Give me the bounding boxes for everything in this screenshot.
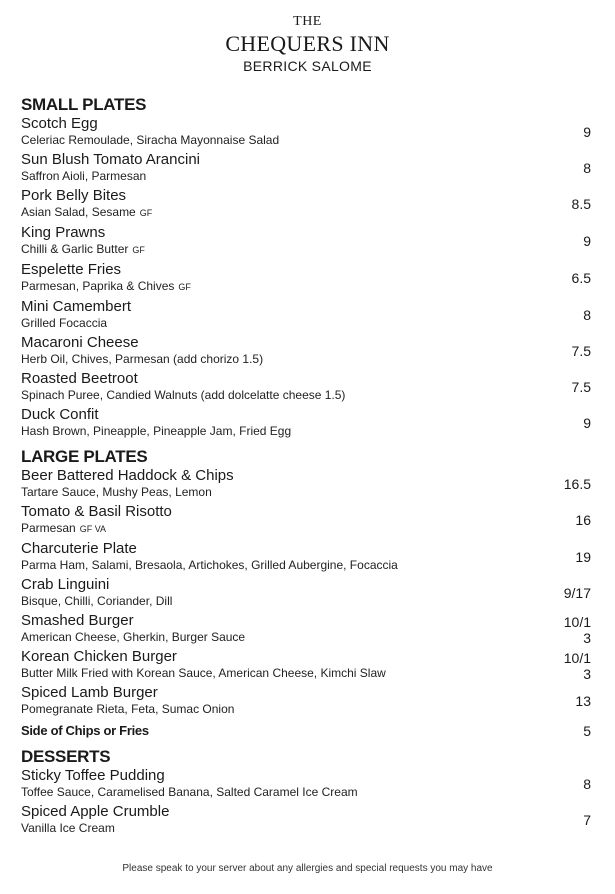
item-name: Spiced Apple Crumble (21, 803, 170, 820)
item-name: Duck Confit (21, 406, 99, 423)
item-description-text: Toffee Sauce, Caramelised Banana, Salted Caramel Ice Cream (21, 785, 358, 799)
item-description-text: Butter Milk Fried with Korean Sauce, American Cheese, Kimchi Slaw (21, 666, 386, 680)
item-description-text: Asian Salad, Sesame (21, 205, 136, 219)
item-description-text: Celeriac Remoulade, Siracha Mayonnaise Salad (21, 133, 280, 147)
restaurant-location: BERRICK SALOME (243, 58, 372, 74)
item-price: 13 (575, 692, 591, 709)
item-price: 6.5 (571, 270, 591, 286)
item-description (21, 784, 591, 800)
item-description (21, 387, 591, 403)
item-description-text: Spinach Puree, Candied Walnuts (add dolcelatte cheese 1.5) (21, 388, 346, 402)
item-description-text: Bisque, Chilli, Coriander, Dill (21, 594, 173, 608)
section-title: LARGE PLATES (21, 447, 148, 466)
item-description-text: Vanilla Ice Cream (21, 821, 115, 835)
item-description (21, 593, 591, 609)
item-name: Scotch Egg (21, 115, 98, 132)
item-name: Korean Chicken Burger (21, 648, 177, 665)
menu-item (21, 767, 591, 800)
menu-header (0, 13, 615, 75)
item-price: 7 (583, 811, 591, 828)
item-description-text: Hash Brown, Pineapple, Pineapple Jam, Fried Egg (21, 424, 292, 438)
item-price: 16.5 (563, 475, 591, 492)
menu-item (21, 684, 591, 717)
item-price: 9 (583, 233, 591, 249)
menu-item (21, 187, 591, 221)
menu-item (21, 576, 591, 609)
item-name: Espelette Fries (21, 261, 122, 278)
restaurant-name: CHEQUERS INN (225, 31, 390, 56)
menu-item (21, 467, 591, 500)
item-price: 10/1 3 (563, 650, 591, 682)
menu-item (21, 151, 591, 184)
item-price: 9 (583, 123, 591, 140)
side-item (21, 722, 591, 739)
menu-item (21, 540, 591, 573)
item-name: Tomato & Basil Risotto (21, 503, 172, 520)
menu-item (21, 261, 591, 295)
menu-item (21, 298, 591, 331)
item-name: King Prawns (21, 224, 106, 241)
item-name: Smashed Burger (21, 612, 134, 629)
menu-body (21, 95, 591, 836)
item-price: 7.5 (571, 378, 591, 395)
item-description (21, 820, 591, 836)
item-name: Pork Belly Bites (21, 187, 127, 204)
menu-item (21, 334, 591, 367)
item-name: Sticky Toffee Pudding (21, 767, 165, 784)
section-gap (21, 739, 591, 747)
item-price: 7.5 (571, 342, 591, 359)
item-price: 9/17 (563, 584, 591, 601)
item-description-text: Herb Oil, Chives, Parmesan (add chorizo 1.5) (21, 352, 264, 366)
item-description-text: Parmesan (21, 521, 76, 535)
item-description (21, 241, 591, 258)
allergy-note: Please speak to your server about any allergies and special requests you may have (122, 863, 493, 874)
item-description-text: Pomegranate Rieta, Feta, Sumac Onion (21, 702, 235, 716)
menu-item (21, 612, 591, 645)
header-the: THE (293, 14, 322, 29)
item-description-text: Grilled Focaccia (21, 316, 108, 330)
menu-item (21, 648, 591, 681)
dietary-tag: GF VA (79, 524, 107, 534)
item-description-text: Chilli & Garlic Butter (21, 242, 129, 256)
item-description (21, 315, 591, 331)
item-name: Beer Battered Haddock & Chips (21, 467, 234, 484)
item-name: Mini Camembert (21, 298, 132, 315)
item-description (21, 484, 591, 500)
item-description (21, 351, 591, 367)
item-name: Macaroni Cheese (21, 334, 139, 351)
dietary-tag: GF (132, 245, 145, 255)
item-price: 16 (575, 512, 591, 528)
section-title: SMALL PLATES (21, 95, 147, 114)
menu-item (21, 503, 591, 537)
menu-item (21, 406, 591, 439)
item-price: 19 (575, 548, 591, 565)
side-item-name: Side of Chips or Fries (21, 723, 149, 738)
section-title: DESSERTS (21, 747, 111, 766)
dietary-tag: GF (178, 282, 191, 292)
item-description-text: Parmesan, Paprika & Chives (21, 279, 175, 293)
item-name: Sun Blush Tomato Arancini (21, 151, 200, 168)
item-description (21, 278, 591, 295)
item-price: 9 (583, 414, 591, 431)
item-description (21, 557, 591, 573)
side-item-price: 5 (583, 722, 591, 739)
item-description-text: Parma Ham, Salami, Bresaola, Artichokes, Grilled Aubergine, Focaccia (21, 558, 398, 572)
item-description (21, 520, 591, 537)
menu-item (21, 115, 591, 148)
item-name: Crab Linguini (21, 576, 110, 593)
item-price: 8 (583, 306, 591, 323)
item-description (21, 629, 591, 645)
menu-item (21, 224, 591, 258)
item-description (21, 665, 591, 681)
item-description (21, 168, 591, 184)
item-price: 8 (583, 775, 591, 792)
item-description (21, 423, 591, 439)
item-description (21, 132, 591, 148)
item-description (21, 701, 591, 717)
item-name: Charcuterie Plate (21, 540, 137, 557)
item-description-text: American Cheese, Gherkin, Burger Sauce (21, 630, 246, 644)
item-name: Spiced Lamb Burger (21, 684, 158, 701)
item-price: 8 (583, 159, 591, 176)
item-description-text: Saffron Aioli, Parmesan (21, 169, 147, 183)
menu-item (21, 370, 591, 403)
item-description-text: Tartare Sauce, Mushy Peas, Lemon (21, 485, 212, 499)
item-description (21, 204, 591, 221)
dietary-tag: GF (139, 208, 153, 218)
item-name: Roasted Beetroot (21, 370, 138, 387)
section-gap (21, 439, 591, 447)
item-price: 10/1 3 (563, 614, 591, 646)
menu-item (21, 803, 591, 836)
item-price: 8.5 (571, 196, 591, 212)
